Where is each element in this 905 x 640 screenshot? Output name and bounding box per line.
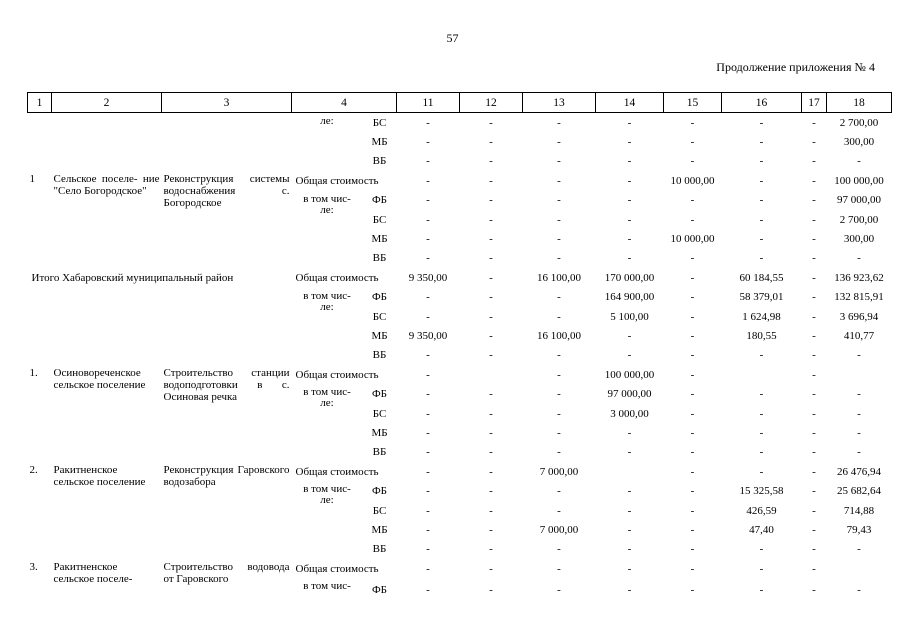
total-value-cell: 10 000,00 [670, 174, 715, 187]
num-cell [28, 113, 52, 172]
fund-source: БС [372, 116, 387, 129]
value-cell: - [627, 329, 632, 342]
value-cell: - [857, 349, 861, 362]
value-cell: - [690, 116, 695, 129]
table-row [28, 462, 892, 481]
value-cell: - [690, 485, 695, 498]
value-cell: - [857, 155, 861, 168]
total-value-cell: - [557, 174, 561, 187]
total-value-cell: - [627, 562, 632, 575]
value-cell: - [557, 194, 561, 207]
value-cell: - [812, 310, 816, 323]
value-cell: - [557, 155, 561, 168]
in-that-label: ле: [320, 115, 334, 127]
table-row [28, 171, 892, 190]
fund-source: ВБ [372, 543, 387, 556]
value-cell: - [690, 155, 695, 168]
value-cell: - [690, 194, 695, 207]
value-cell: - [627, 543, 632, 556]
value-cell: - [627, 523, 632, 536]
col-header: 14 [596, 93, 664, 113]
value-cell: - [489, 388, 493, 401]
value-cell: - [426, 291, 430, 304]
total-value-cell: - [759, 174, 764, 187]
value-cell: - [627, 194, 632, 207]
table-row [28, 268, 892, 287]
value-cell: 58 379,01 [739, 291, 784, 304]
value-cell: 25 682,64 [837, 485, 881, 498]
fund-source: ФБ [371, 388, 387, 401]
total-cost-label: Общая стоимость [295, 174, 379, 187]
value-cell: - [690, 349, 695, 362]
value-cell: - [857, 583, 861, 596]
total-value-cell: - [426, 368, 430, 381]
fund-source: МБ [371, 523, 388, 536]
value-cell: - [627, 155, 632, 168]
total-value-cell: - [759, 465, 764, 478]
value-cell: 5 100,00 [610, 310, 649, 323]
value-cell: 180,55 [746, 329, 777, 342]
col-header: 1 [28, 93, 52, 113]
value-cell: - [489, 116, 493, 129]
value-cell: - [812, 407, 816, 420]
value-cell: - [557, 349, 561, 362]
col-header: 17 [802, 93, 827, 113]
value-cell: - [426, 194, 430, 207]
value-cell: - [489, 233, 493, 246]
value-cell: - [426, 446, 430, 459]
value-cell: - [759, 136, 764, 149]
value-cell: - [489, 213, 493, 226]
total-value-cell: 136 923,62 [834, 271, 884, 284]
value-cell: - [627, 446, 632, 459]
value-cell: - [627, 213, 632, 226]
fund-source: БС [372, 310, 387, 323]
value-cell: - [812, 213, 816, 226]
value-cell: - [812, 136, 816, 149]
value-cell: - [759, 233, 764, 246]
value-cell: - [426, 116, 430, 129]
value-cell: 426,59 [746, 504, 777, 517]
value-cell: 2 700,00 [839, 213, 879, 226]
col-header: 12 [460, 93, 523, 113]
total-value-cell: - [426, 562, 430, 575]
value-cell: - [426, 349, 430, 362]
value-cell: - [690, 543, 695, 556]
fund-source: БС [372, 407, 387, 420]
total-value-cell: - [489, 562, 493, 575]
col-header: 4 [292, 93, 397, 113]
total-value-cell: - [557, 562, 561, 575]
value-cell: - [812, 446, 816, 459]
value-cell: - [812, 388, 816, 401]
col-header: 13 [523, 93, 596, 113]
table-row [28, 288, 892, 307]
total-value-cell: 16 100,00 [537, 271, 581, 284]
total-value-cell: - [812, 465, 816, 478]
value-cell: - [812, 523, 816, 536]
fund-source: ВБ [372, 155, 387, 168]
value-cell: - [627, 426, 632, 439]
value-cell: 300,00 [843, 136, 875, 149]
value-cell: 3 696,94 [839, 310, 879, 323]
table-body [28, 113, 892, 601]
total-value-cell: - [759, 562, 764, 575]
in-that-label: в том чис- ле: [303, 192, 351, 216]
col-header: 16 [722, 93, 802, 113]
item-number: 3. [29, 560, 38, 573]
value-cell: - [557, 252, 561, 265]
fund-source: МБ [371, 233, 388, 246]
value-cell: - [489, 310, 493, 323]
header-row [28, 93, 892, 113]
col-header: 3 [162, 93, 292, 113]
total-value-cell: - [426, 174, 430, 187]
value-cell: - [489, 543, 493, 556]
value-cell: - [557, 504, 561, 517]
value-cell: - [627, 583, 632, 596]
value-cell: - [627, 252, 632, 265]
total-value-cell: - [690, 368, 695, 381]
value-cell: 164 900,00 [604, 291, 655, 304]
in-that-label: в том чис- ле: [303, 386, 351, 410]
value-cell: - [557, 446, 561, 459]
value-cell: - [857, 252, 861, 265]
total-value-cell: - [690, 562, 695, 575]
value-cell: - [489, 252, 493, 265]
value-cell: - [759, 194, 764, 207]
value-cell: - [759, 252, 764, 265]
value-cell: - [557, 213, 561, 226]
value-cell: 1 624,98 [742, 310, 781, 323]
value-cell: - [690, 213, 695, 226]
fund-source: ВБ [372, 349, 387, 362]
settlement-name: Ракитненское сельское поселе- [53, 560, 133, 585]
value-cell: - [690, 446, 695, 459]
value-cell: - [627, 485, 632, 498]
item-number: 1 [29, 173, 35, 186]
fund-source: МБ [371, 426, 388, 439]
value-cell: - [812, 329, 816, 342]
col-header: 2 [52, 93, 162, 113]
value-cell: - [812, 116, 816, 129]
value-cell: - [489, 504, 493, 517]
value-cell: - [426, 388, 430, 401]
value-cell: - [557, 233, 561, 246]
value-cell: - [812, 252, 816, 265]
value-cell: - [690, 252, 695, 265]
value-cell: - [489, 426, 493, 439]
total-cost-label: Общая стоимость [295, 368, 379, 381]
value-cell: - [690, 136, 695, 149]
value-cell: - [426, 155, 430, 168]
settlement-name: Ракитненское сельское поселение [53, 464, 146, 489]
fund-source: ВБ [372, 446, 387, 459]
total-value-cell: - [627, 174, 632, 187]
total-value-cell [460, 365, 523, 384]
in-that-label: в том чис- ле: [303, 483, 351, 507]
value-cell: - [489, 329, 493, 342]
total-value-cell: - [489, 174, 493, 187]
value-cell: - [489, 194, 493, 207]
project-cell [162, 113, 292, 172]
fund-source: ФБ [371, 291, 387, 304]
value-cell: - [557, 291, 561, 304]
total-value-cell: 100 000,00 [604, 368, 655, 381]
value-cell: - [426, 426, 430, 439]
project-name: Реконструкция Гаровского водозабора [163, 464, 290, 489]
value-cell: 47,40 [749, 523, 774, 536]
value-cell: - [812, 426, 816, 439]
summary-spacer [28, 288, 292, 366]
value-cell: - [690, 310, 695, 323]
fund-source: ФБ [371, 583, 387, 596]
value-cell: - [426, 233, 430, 246]
value-cell: - [627, 504, 632, 517]
value-cell: - [690, 504, 695, 517]
value-cell: - [812, 233, 816, 246]
value-cell: - [690, 329, 695, 342]
value-cell: - [857, 407, 861, 420]
project-name: Реконструкция системы водоснабжения с. Богородское [163, 173, 290, 210]
value-cell: - [627, 116, 632, 129]
item-number: 2. [29, 464, 38, 477]
value-cell: - [857, 446, 861, 459]
value-cell: - [759, 388, 764, 401]
value-cell: - [426, 252, 430, 265]
value-cell: - [557, 485, 561, 498]
value-cell: - [857, 543, 861, 556]
value-cell: - [812, 349, 816, 362]
value-cell: 15 325,58 [739, 485, 784, 498]
value-cell: 16 100,00 [537, 329, 581, 342]
value-cell: - [557, 407, 561, 420]
value-cell: - [557, 310, 561, 323]
value-cell: - [557, 116, 561, 129]
in-that-label: в том чис- [303, 580, 351, 593]
settlement-name: Осиновореченское сельское поселение [53, 367, 146, 392]
value-cell: - [627, 349, 632, 362]
value-cell: - [759, 583, 764, 596]
fund-source: МБ [371, 136, 388, 149]
value-cell: 300,00 [843, 233, 875, 246]
continuation-caption: Продолжение приложения № 4 [716, 60, 875, 74]
in-that-label: в том чис- ле: [303, 289, 351, 313]
value-cell: - [489, 523, 493, 536]
table-row [28, 559, 892, 578]
total-value-cell [827, 365, 892, 384]
budget-table [27, 92, 892, 601]
value-cell: 2 700,00 [839, 116, 879, 129]
value-cell: - [812, 194, 816, 207]
fund-source: ВБ [372, 252, 387, 265]
value-cell: 7 000,00 [539, 523, 579, 536]
value-cell: - [426, 136, 430, 149]
value-cell: - [690, 291, 695, 304]
value-cell: 10 000,00 [670, 233, 715, 246]
value-cell: - [812, 485, 816, 498]
value-cell: - [759, 446, 764, 459]
table-row [28, 365, 892, 384]
value-cell: - [759, 155, 764, 168]
value-cell: - [557, 136, 561, 149]
value-cell: - [690, 523, 695, 536]
value-cell: 3 000,00 [610, 407, 649, 420]
total-value-cell: 60 184,55 [739, 271, 784, 284]
total-value-cell: - [557, 368, 561, 381]
summary-label: Итого Хабаровский муниципальный район [31, 271, 234, 284]
value-cell: - [812, 291, 816, 304]
total-value-cell: - [812, 174, 816, 187]
value-cell: - [426, 310, 430, 323]
value-cell: - [759, 407, 764, 420]
value-cell: 714,88 [843, 504, 875, 517]
value-cell: - [489, 349, 493, 362]
col-header: 15 [664, 93, 722, 113]
value-cell: - [759, 426, 764, 439]
total-value-cell: - [812, 562, 816, 575]
col-header: 11 [397, 93, 460, 113]
total-value-cell: 7 000,00 [539, 465, 579, 478]
project-name: Строительство станции водоподготовки в с. Осиновая речка [163, 367, 290, 404]
value-cell: - [812, 543, 816, 556]
fund-source: БС [372, 504, 387, 517]
value-cell: - [557, 388, 561, 401]
total-cost-label: Общая стоимость [295, 271, 379, 284]
table-row [28, 113, 892, 133]
total-value-cell: 9 350,00 [408, 271, 448, 284]
value-cell: - [489, 155, 493, 168]
total-value-cell: - [812, 368, 816, 381]
value-cell: 9 350,00 [408, 329, 448, 342]
total-value-cell: 170 000,00 [604, 271, 655, 284]
value-cell: 410,77 [843, 329, 875, 342]
total-value-cell: - [812, 271, 816, 284]
value-cell: - [690, 388, 695, 401]
value-cell: 132 815,91 [834, 291, 884, 304]
value-cell: - [857, 426, 861, 439]
value-cell: - [690, 426, 695, 439]
value-cell: - [690, 407, 695, 420]
value-cell: - [627, 233, 632, 246]
value-cell: - [812, 155, 816, 168]
value-cell: - [489, 291, 493, 304]
value-cell: - [759, 213, 764, 226]
fund-source: МБ [371, 329, 388, 342]
project-name: Строительство водовода от Гаровского [163, 560, 290, 585]
settlement-name: Сельское поселе- ние "Село Богородское" [53, 173, 160, 198]
value-cell: - [690, 583, 695, 596]
value-cell: - [812, 583, 816, 596]
total-value-cell: - [489, 271, 493, 284]
value-cell: - [557, 543, 561, 556]
value-cell: - [426, 583, 430, 596]
value-cell: - [489, 407, 493, 420]
value-cell: - [426, 407, 430, 420]
value-cell: 79,43 [846, 523, 872, 536]
total-cost-label: Общая стоимость [295, 465, 379, 478]
total-value-cell: 26 476,94 [837, 465, 881, 478]
value-cell: - [489, 583, 493, 596]
value-cell: - [812, 504, 816, 517]
value-cell: - [489, 485, 493, 498]
value-cell: - [426, 485, 430, 498]
total-value-cell [827, 559, 892, 578]
total-value-cell: 100 000,00 [834, 174, 884, 187]
value-cell: - [489, 136, 493, 149]
fund-source: ФБ [371, 485, 387, 498]
value-cell: - [426, 504, 430, 517]
total-cost-label: Общая стоимость [295, 562, 379, 575]
value-cell: - [857, 388, 861, 401]
value-cell: - [557, 426, 561, 439]
total-value-cell: - [489, 465, 493, 478]
item-number: 1. [29, 367, 38, 380]
total-value-cell [722, 365, 802, 384]
settlement-cell [52, 113, 162, 172]
fund-source: ФБ [371, 194, 387, 207]
value-cell: - [426, 543, 430, 556]
fund-source: БС [372, 213, 387, 226]
value-cell: - [426, 213, 430, 226]
total-value-cell: - [690, 271, 695, 284]
value-cell: - [426, 523, 430, 536]
col-header: 18 [827, 93, 892, 113]
total-value-cell: - [426, 465, 430, 478]
value-cell: - [759, 543, 764, 556]
total-value-cell [596, 462, 664, 481]
value-cell: - [759, 116, 764, 129]
value-cell: 97 000,00 [837, 194, 881, 207]
value-cell: - [759, 349, 764, 362]
value-cell: - [557, 583, 561, 596]
value-cell: - [489, 446, 493, 459]
page-number: 57 [446, 31, 459, 45]
total-value-cell: - [690, 465, 695, 478]
value-cell: 97 000,00 [607, 388, 652, 401]
value-cell: - [627, 136, 632, 149]
